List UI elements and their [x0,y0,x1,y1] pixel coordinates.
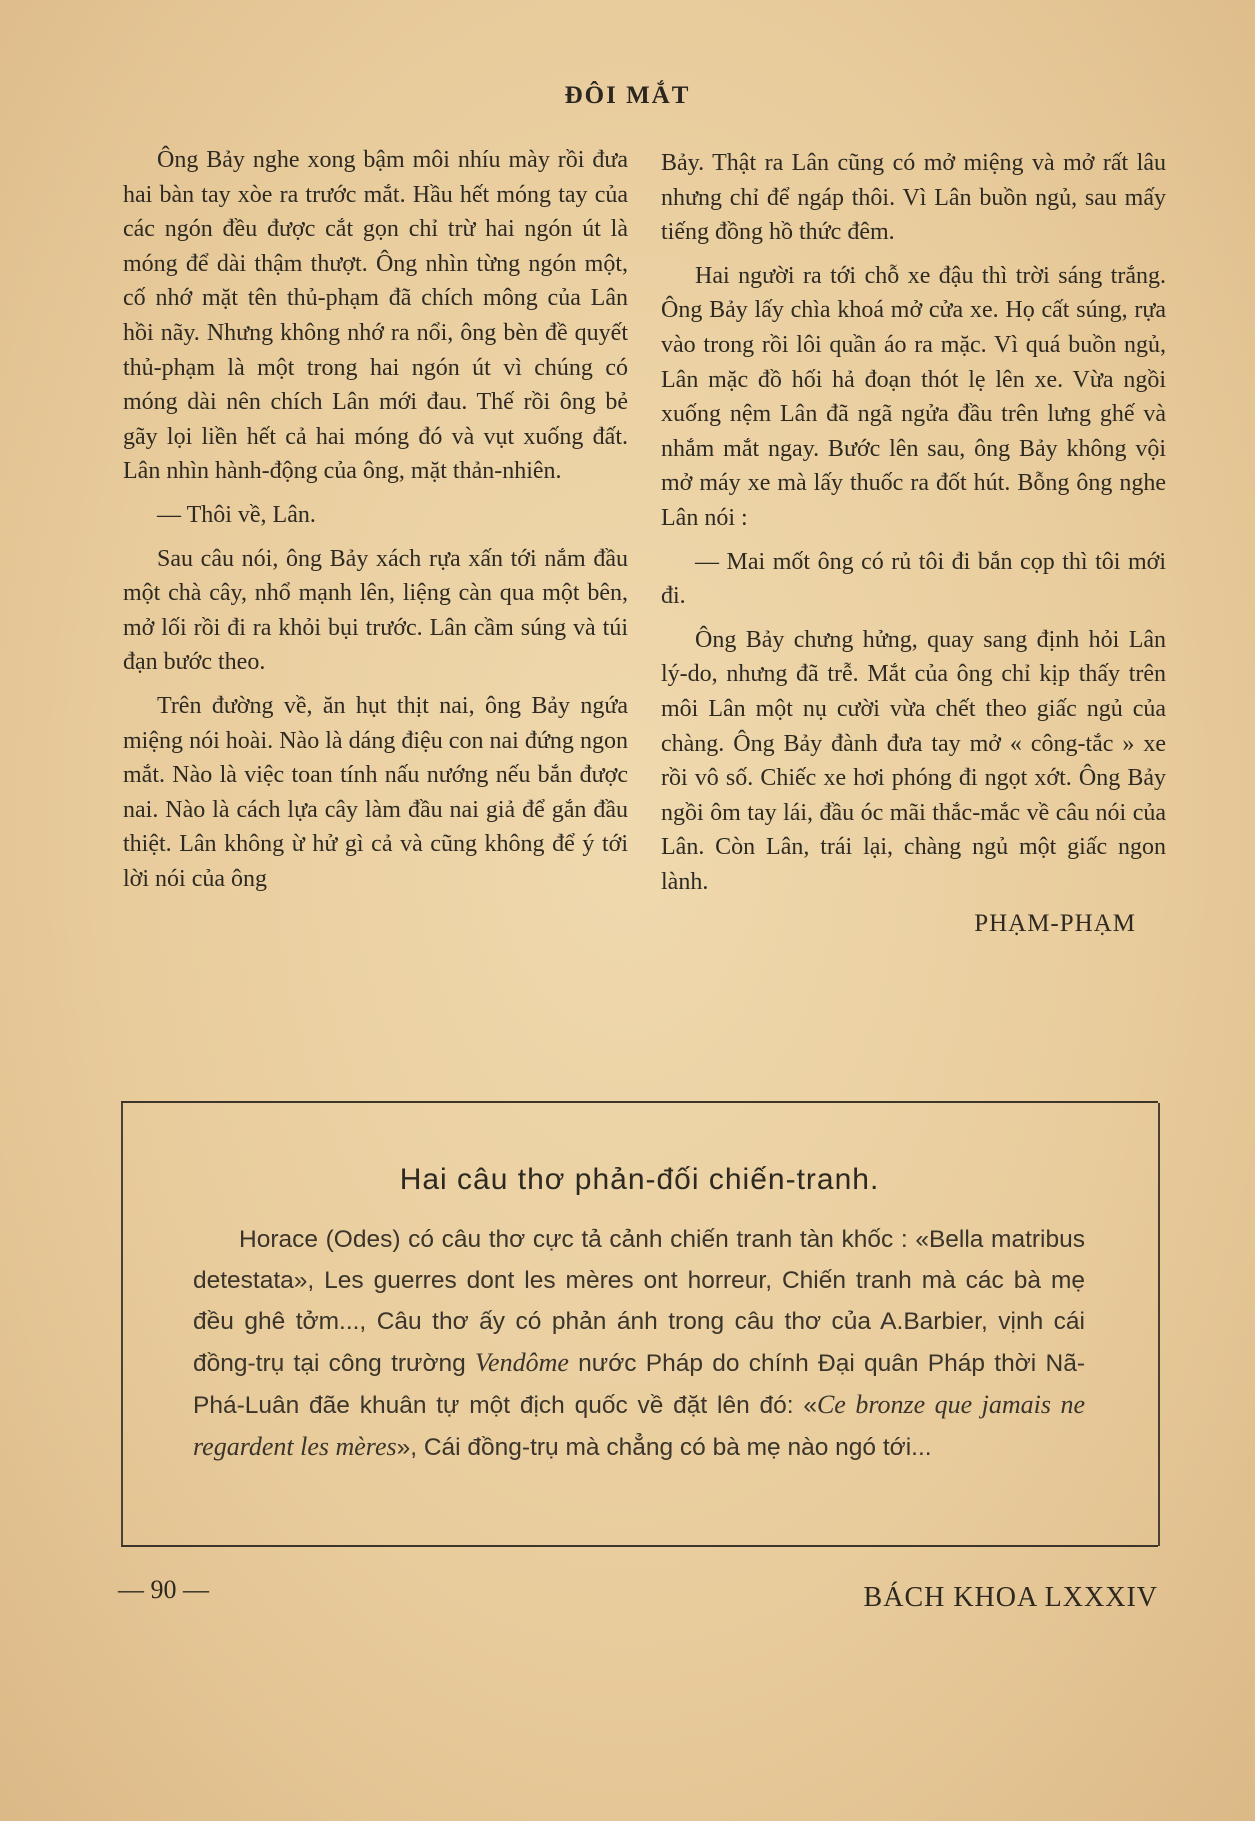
running-title: ĐÔI MẮT [564,82,691,109]
story-paragraph: Trên đường về, ăn hụt thịt nai, ông Bảy ngứa miệng nói hoài. Nào là dáng điệu con nai đứng ngon mắt. Nào là việc toan tính nấu nướng nếu bắn được nai. Nào là cách lựa cây làm đầu nai giả để gắn đầu thiệt. Lân không ừ hử gì cả và cũng không để ý tới lời nói của ông [123,692,628,892]
journal-issue: BÁCH KHOA LXXXIV [863,1582,1158,1613]
box-text: nước Pháp do chính Đại quân Pháp thời Nã-Phá-Luân đãe khuân tự một địch quốc về đặt lên đó: « [193,1350,1085,1419]
story-paragraph: — Mai mốt ông có rủ tôi đi bắn cọp thì tôi mới đi. [661,548,1166,610]
box-bottom-rule [121,1545,1158,1547]
story-paragraph: Ông Bảy nghe xong bậm môi nhíu mày rồi đưa hai bàn tay xòe ra trước mắt. Hầu hết móng tay của các ngón đều được cắt gọn chỉ trừ hai ngón út là móng để dài thậm thượt. Ông nhìn từng ngón một, cố nhớ mặt tên thủ-phạm đã chích mông của Lân hồi nãy. Nhưng không nhớ ra nổi, ông bèn đề quyết thủ-phạm là một trong hai ngón út vì chúng có móng dài nên chích Lân mới đau. Thế rồi ông bẻ gãy lọi liền hết cả hai móng đó và vụt xuống đất. Lân nhìn hành-động của ông, mặt thản-nhiên. [123,147,628,485]
box-italic-text: Vendôme [475,1348,569,1377]
box-italic-quote: Ce bronze que jamais ne regardent les mères [193,1390,1085,1461]
box-body [193,1219,1085,1468]
story-paragraph: — Thôi về, Lân. [157,501,316,528]
story-paragraph: Ông Bảy chưng hửng, quay sang định hỏi Lân lý-do, nhưng đã trễ. Mắt của ông chỉ kịp thấy trên môi Lân một nụ cười vừa chết theo giấc ngủ của chàng. Ông Bảy đành đưa tay mở « công-tắc » xe rồi vô số. Chiếc xe hơi phóng đi ngọt xớt. Ông Bảy ngồi ôm tay lái, đầu óc mãi thắc-mắc về câu nói của Lân. Còn Lân, trái lại, chàng ngủ một giấc ngon lành. [661,626,1166,895]
page-number: — 90 — [118,1575,209,1604]
author-signature: PHẠM-PHẠM [974,910,1136,938]
box-paragraph [193,1219,1085,1468]
story-paragraph: Hai người ra tới chỗ xe đậu thì trời sáng trắng. Ông Bảy lấy chìa khoá mở cửa xe. Họ cất súng, rựa vào trong rồi lôi quần áo ra mặc. Vì quá buồn ngủ, Lân mặc đồ hối hả đoạn thót lẹ lên xe. Vừa ngồi xuống nệm Lân đã ngã ngửa đầu trên lưng ghế và nhắm mắt ngay. Bước lên sau, ông Bảy không vội mở máy xe mà lấy thuốc ra đốt hút. Bỗng ông nghe Lân nói : [661,262,1166,531]
story-paragraph: Sau câu nói, ông Bảy xách rựa xấn tới nắm đầu một chà cây, nhổ mạnh lên, liệng càn qua một bên, mở lối rồi đi ra khỏi bụi trước. Lân cầm súng và túi đạn bước theo. [123,545,628,676]
story-paragraph-continuation: Bảy. Thật ra Lân cũng có mở miệng và mở rất lâu nhưng chỉ để ngáp thôi. Vì Lân buồn ngủ, sau mấy tiếng đồng hồ thức đêm. [661,150,1166,246]
story-left-column [123,143,628,896]
box-text: », Cái đồng-trụ mà chẳng có bà mẹ nào ngó tới... [396,1434,932,1461]
story-right-column [661,146,1166,942]
box-text: Horace (Odes) có câu thơ cực tả cảnh chiến tranh tàn khốc : «Bella matribus detestata», Les guerres dont les mères ont horreur, Chiến tranh mà các bà mẹ đều ghê tởm..., Câu thơ ấy có phản ánh trong câu thơ của A.Barbier, vịnh cái đồng-trụ tại công trường [193,1226,1085,1377]
box-title: Hai câu thơ phản-đối chiến-tranh. [399,1163,880,1196]
